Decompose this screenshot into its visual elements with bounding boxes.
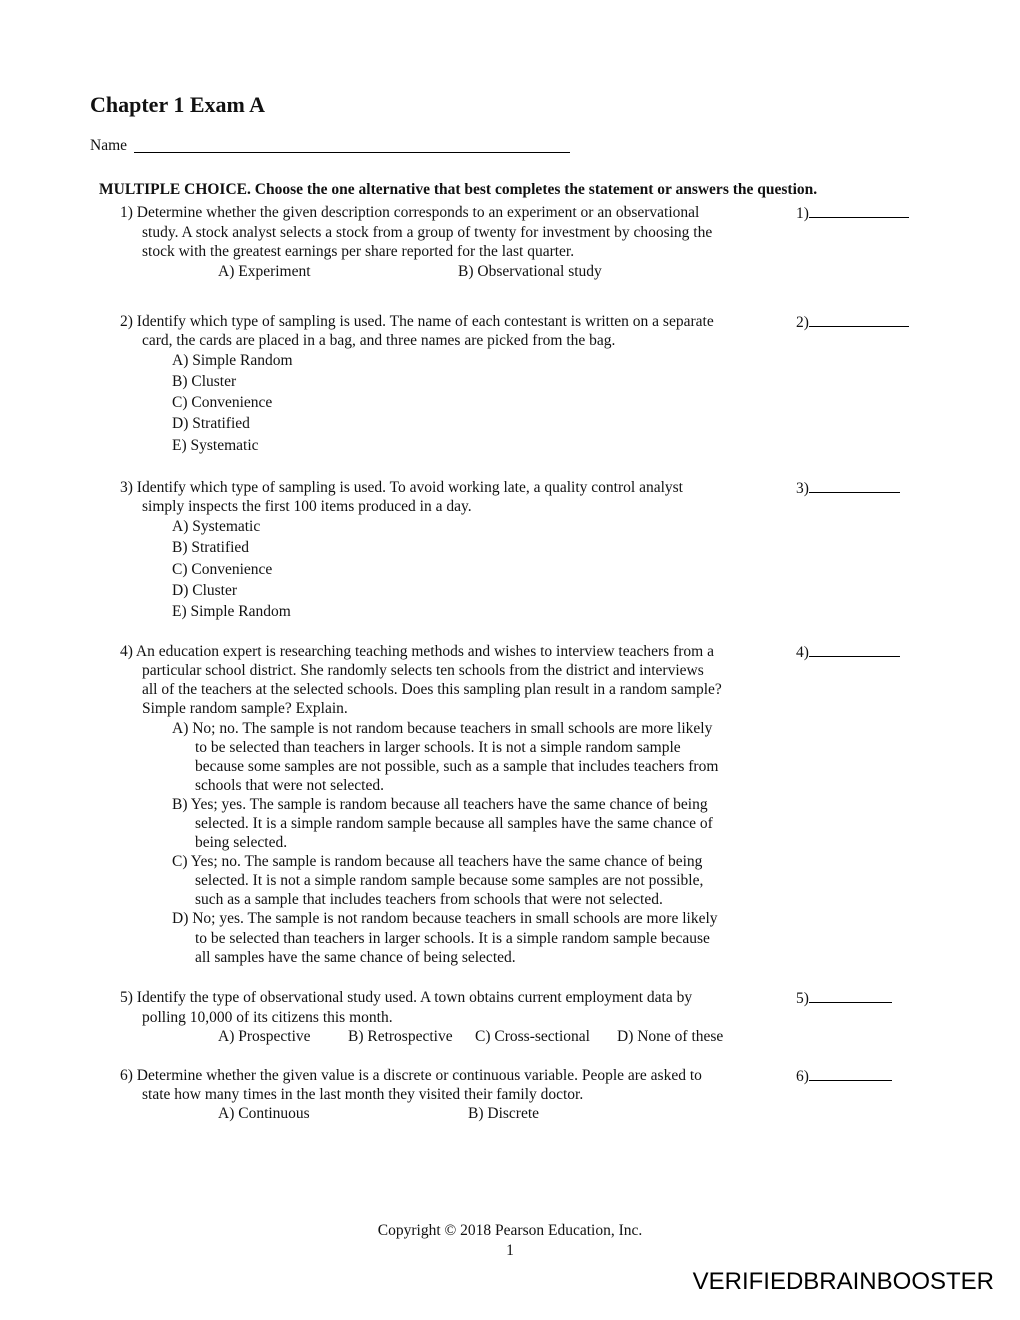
answer-option[interactable]: A) Prospective bbox=[218, 1028, 311, 1045]
question-text-line: card, the cards are placed in a bag, and three names are picked from the bag. bbox=[142, 332, 616, 349]
answer-option[interactable]: B) Discrete bbox=[468, 1105, 540, 1122]
answer-option[interactable]: A) Experiment bbox=[218, 263, 311, 280]
answer-option[interactable]: E) Simple Random bbox=[172, 603, 291, 620]
option-text-line: selected. It is not a simple random sample because some samples are not possible, bbox=[195, 872, 704, 889]
option-text-line: schools that were not selected. bbox=[195, 777, 384, 794]
answer-option[interactable]: D) None of these bbox=[617, 1028, 724, 1045]
option-text-line: D) No; yes. The sample is not random because teachers in small schools are more likely bbox=[172, 910, 718, 927]
answer-option[interactable]: B) Stratified bbox=[172, 539, 250, 556]
answer-number: 2) bbox=[796, 314, 809, 331]
answer-blank[interactable] bbox=[796, 642, 900, 663]
answer-number: 3) bbox=[796, 480, 809, 497]
question-text-line: 4) An education expert is researching teaching methods and wishes to interview teachers from a bbox=[120, 643, 714, 660]
answer-line[interactable] bbox=[809, 1066, 892, 1081]
question-text-line: 5) Identify the type of observational study used. A town obtains current employment data by bbox=[120, 989, 693, 1006]
name-input-line[interactable] bbox=[134, 152, 570, 153]
question-text-line: all of the teachers at the selected schools. Does this sampling plan result in a random sample? bbox=[142, 681, 722, 698]
page-title: Chapter 1 Exam A bbox=[90, 92, 265, 117]
section-instructions: MULTIPLE CHOICE. Choose the one alternative that best completes the statement or answers the question. bbox=[99, 181, 818, 198]
answer-blank[interactable] bbox=[796, 1066, 892, 1087]
question-text-line: 1) Determine whether the given description corresponds to an experiment or an observational bbox=[120, 204, 700, 221]
question-text-line: 3) Identify which type of sampling is used. To avoid working late, a quality control analyst bbox=[120, 479, 683, 496]
answer-blank[interactable] bbox=[796, 203, 909, 224]
answer-option[interactable]: A) Systematic bbox=[172, 518, 261, 535]
answer-number: 5) bbox=[796, 990, 809, 1007]
question-text-line: state how many times in the last month they visited their family doctor. bbox=[142, 1086, 584, 1103]
answer-blank[interactable] bbox=[796, 988, 892, 1009]
copyright-notice: Copyright © 2018 Pearson Education, Inc. bbox=[377, 1222, 643, 1239]
option-text-line: C) Yes; no. The sample is random because all teachers have the same chance of being bbox=[172, 853, 703, 870]
answer-option[interactable]: D) Cluster bbox=[172, 582, 238, 599]
question-text-line: Simple random sample? Explain. bbox=[142, 700, 348, 717]
answer-option[interactable]: C) Cross-sectional bbox=[475, 1028, 590, 1045]
answer-option[interactable]: C) Convenience bbox=[172, 394, 273, 411]
answer-option[interactable]: B) Retrospective bbox=[348, 1028, 453, 1045]
answer-blank[interactable] bbox=[796, 478, 900, 499]
answer-line[interactable] bbox=[809, 312, 909, 327]
option-text-line: B) Yes; yes. The sample is random because all teachers have the same chance of being bbox=[172, 796, 708, 813]
option-text-line: A) No; no. The sample is not random because teachers in small schools are more likely bbox=[172, 720, 713, 737]
answer-line[interactable] bbox=[809, 478, 900, 493]
question-text-line: 2) Identify which type of sampling is used. The name of each contestant is written on a separate bbox=[120, 313, 714, 330]
question-text-line: stock with the greatest earnings per share reported for the last quarter. bbox=[142, 243, 575, 260]
answer-line[interactable] bbox=[809, 988, 892, 1003]
answer-option[interactable]: D) Stratified bbox=[172, 415, 250, 432]
answer-option[interactable]: E) Systematic bbox=[172, 437, 259, 454]
answer-blank[interactable] bbox=[796, 312, 909, 333]
watermark: VERIFIEDBRAINBOOSTER bbox=[692, 1268, 994, 1295]
answer-number: 1) bbox=[796, 205, 809, 222]
answer-option[interactable]: B) Observational study bbox=[458, 263, 602, 280]
question-text-line: polling 10,000 of its citizens this month. bbox=[142, 1009, 393, 1026]
question-text-line: study. A stock analyst selects a stock from a group of twenty for investment by choosing the bbox=[142, 224, 713, 241]
answer-option[interactable]: C) Convenience bbox=[172, 561, 273, 578]
name-label: Name bbox=[90, 137, 128, 154]
answer-line[interactable] bbox=[809, 203, 909, 218]
answer-number: 4) bbox=[796, 644, 809, 661]
option-text-line: to be selected than teachers in larger schools. It is a simple random sample because bbox=[195, 930, 710, 947]
option-text-line: all samples have the same chance of being selected. bbox=[195, 949, 516, 966]
answer-option[interactable]: B) Cluster bbox=[172, 373, 237, 390]
option-text-line: because some samples are not possible, such as a sample that includes teachers from bbox=[195, 758, 719, 775]
answer-line[interactable] bbox=[809, 642, 900, 657]
page-number: 1 bbox=[506, 1242, 514, 1259]
answer-option[interactable]: A) Continuous bbox=[218, 1105, 310, 1122]
answer-number: 6) bbox=[796, 1068, 809, 1085]
question-text-line: simply inspects the first 100 items produced in a day. bbox=[142, 498, 472, 515]
option-text-line: such as a sample that includes teachers from schools that were not selected. bbox=[195, 891, 663, 908]
option-text-line: to be selected than teachers in larger schools. It is not a simple random sample bbox=[195, 739, 681, 756]
answer-option[interactable]: A) Simple Random bbox=[172, 352, 293, 369]
question-text-line: 6) Determine whether the given value is a discrete or continuous variable. People are asked to bbox=[120, 1067, 702, 1084]
question-text-line: particular school district. She randomly selects ten schools from the district and interviews bbox=[142, 662, 704, 679]
option-text-line: being selected. bbox=[195, 834, 288, 851]
option-text-line: selected. It is a simple random sample because all samples have the same chance of bbox=[195, 815, 713, 832]
